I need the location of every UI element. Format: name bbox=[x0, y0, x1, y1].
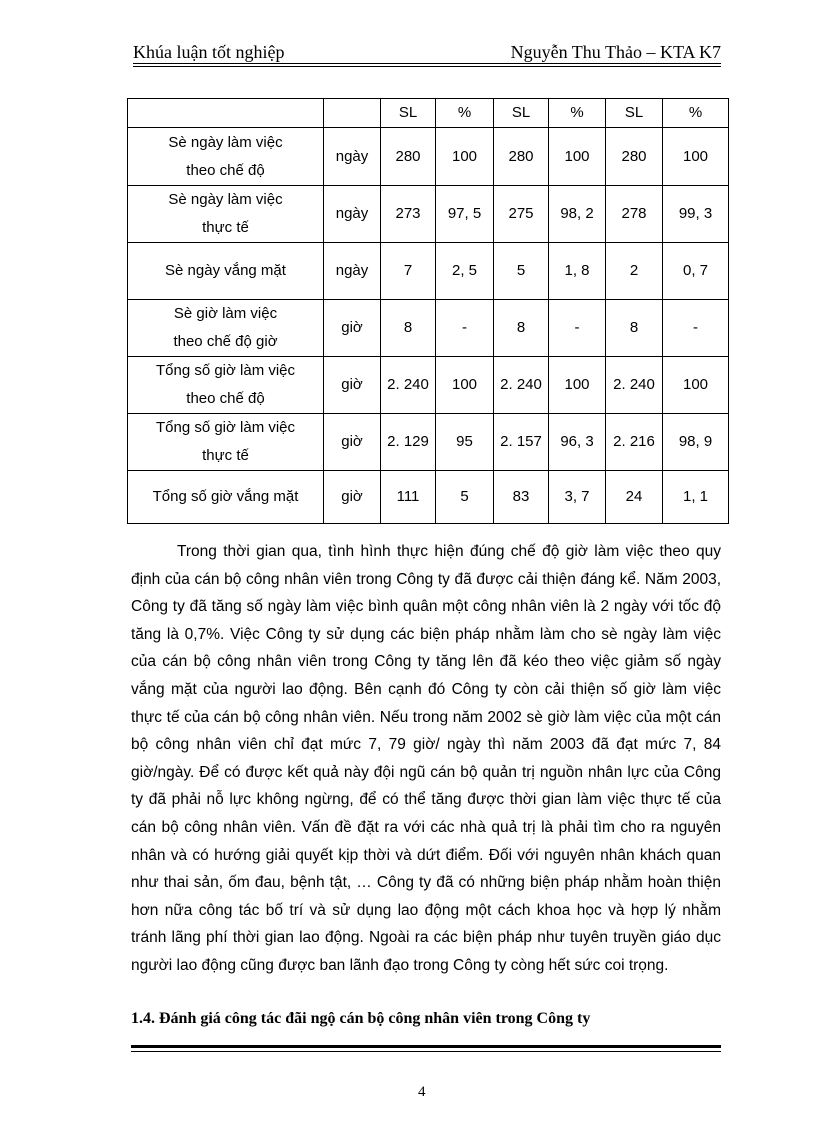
value-cell: - bbox=[436, 300, 494, 357]
table-row bbox=[128, 414, 729, 471]
value-cell: 2. 216 bbox=[606, 414, 663, 471]
section-heading: 1.4. Đánh giá công tác đãi ngộ cán bộ công nhân viên trong Công ty bbox=[131, 1010, 591, 1027]
row-label bbox=[128, 243, 324, 300]
value-cell: 1, 8 bbox=[549, 243, 606, 300]
row-label-line: Sè ngày làm việc bbox=[168, 133, 283, 151]
value-cell: 1, 1 bbox=[663, 471, 729, 524]
table-row bbox=[128, 471, 729, 524]
value-cell: 100 bbox=[436, 128, 494, 186]
value-cell: 100 bbox=[436, 357, 494, 414]
page-header bbox=[133, 40, 721, 66]
body-paragraph: Trong thời gian qua, tình hình thực hiện đúng chế độ giờ làm việc theo quy định của cán bộ công nhân viên trong Công ty đã được cải thiện đáng kể. Năm 2003, Công ty đã tăng số ngày làm việc bình quân một công nhân viên là 2 ngày với tốc độ tăng là 0,7%. Việc Công ty sử dụng các biện pháp nhằm làm cho sè ngày làm việc của cán bộ công nhân viên trong Công ty tăng lên đã kéo theo việc giảm số ngày vắng mặt của người lao động. Bên cạnh đó Công ty còn cải thiện số giờ làm việc thực tế của cán bộ công nhân viên. Nếu trong năm 2002 sè giờ làm việc của một cán bộ công nhân viên chỉ đạt mức 7, 79 giờ/ ngày thì năm 2003 đã đạt mức 7, 84 giờ/ngày. Để có được kết quả này đội ngũ cán bộ quản trị nguồn nhân lực của Công ty đã phải nỗ lực không ngừng, để có thể tăng được thời gian làm việc thực tế của cán bộ công nhân viên. Vấn đề đặt ra với các nhà quả trị là phải tìm cho ra nguyên nhân và có hướng giải quyết kịp thời và dứt điểm. Đối với nguyên nhân khách quan như thai sản, ốm đau, bệnh tật, … Công ty đã có những biện pháp nhằm hoàn thiện hơn nữa công tác bố trí và sử dụng lao động một cách khoa học và hợp lý nhằm tránh lãng phí thời gian lao động. Ngoài ra các biện pháp như tuyên truyền giáo dục người lao động cũng được ban lãnh đạo trong Công ty còng hết sức coi trọng. bbox=[131, 543, 721, 974]
row-unit: giờ bbox=[324, 471, 381, 524]
value-cell: 100 bbox=[549, 357, 606, 414]
row-unit: ngày bbox=[324, 243, 381, 300]
row-label-line: Sè ngày làm việc bbox=[168, 191, 283, 208]
row-label bbox=[128, 128, 324, 186]
value-cell: 2. 157 bbox=[494, 414, 549, 471]
value-cell: 5 bbox=[494, 243, 549, 300]
row-label bbox=[128, 471, 324, 524]
value-cell: 100 bbox=[549, 128, 606, 186]
value-cell: 7 bbox=[381, 243, 436, 300]
row-label bbox=[128, 300, 324, 357]
row-label-line: Sè ngày vắng mặt bbox=[165, 262, 286, 279]
value-cell: 2 bbox=[606, 243, 663, 300]
header-cell bbox=[128, 99, 324, 128]
row-label bbox=[128, 357, 324, 414]
row-label-line: theo chế độ bbox=[186, 161, 265, 179]
row-unit: giờ bbox=[324, 300, 381, 357]
value-cell: 5 bbox=[436, 471, 494, 524]
value-cell: 2, 5 bbox=[436, 243, 494, 300]
value-cell: - bbox=[663, 300, 729, 357]
row-label-line: Tổng số giờ làm việc bbox=[155, 362, 296, 379]
header-cell bbox=[324, 99, 381, 128]
header-rule-thin bbox=[133, 66, 721, 67]
value-cell: 280 bbox=[606, 128, 663, 186]
header-cell: SL bbox=[381, 99, 436, 128]
value-cell: 280 bbox=[381, 128, 436, 186]
value-cell: 8 bbox=[381, 300, 436, 357]
page-number: 4 bbox=[418, 1084, 426, 1100]
table-row bbox=[128, 357, 729, 414]
value-cell: 98, 2 bbox=[549, 186, 606, 243]
footer-rule-thin bbox=[131, 1051, 721, 1052]
row-label-line: Sè giờ làm việc bbox=[173, 305, 278, 322]
table-row bbox=[128, 186, 729, 243]
header-cell: % bbox=[436, 99, 494, 128]
row-unit: ngày bbox=[324, 186, 381, 243]
value-cell: 95 bbox=[436, 414, 494, 471]
value-cell: 99, 3 bbox=[663, 186, 729, 243]
header-cell: SL bbox=[494, 99, 549, 128]
row-label-line: theo chế độ giờ bbox=[173, 333, 278, 350]
value-cell: 100 bbox=[663, 357, 729, 414]
work-time-table bbox=[127, 98, 729, 524]
row-label-line: theo chế độ bbox=[186, 390, 265, 407]
value-cell: 2. 240 bbox=[381, 357, 436, 414]
header-cell: % bbox=[663, 99, 729, 128]
value-cell: 273 bbox=[381, 186, 436, 243]
value-cell: 280 bbox=[494, 128, 549, 186]
row-label-line: Tổng số giờ vắng mặt bbox=[152, 488, 299, 505]
table-header-row bbox=[128, 99, 729, 128]
table-row bbox=[128, 243, 729, 300]
value-cell: 111 bbox=[381, 471, 436, 524]
table-row bbox=[128, 128, 729, 186]
row-label-line: Tổng số giờ làm việc bbox=[155, 419, 296, 436]
value-cell: 98, 9 bbox=[663, 414, 729, 471]
row-unit: giờ bbox=[324, 357, 381, 414]
value-cell: 83 bbox=[494, 471, 549, 524]
table-row bbox=[128, 300, 729, 357]
row-label bbox=[128, 186, 324, 243]
header-thesis-label: Khúa luận tốt nghiệp bbox=[133, 42, 285, 62]
value-cell: 2. 240 bbox=[494, 357, 549, 414]
value-cell: 100 bbox=[663, 128, 729, 186]
footer-rule bbox=[131, 1045, 721, 1048]
value-cell: 0, 7 bbox=[663, 243, 729, 300]
value-cell: 8 bbox=[494, 300, 549, 357]
header-author: Nguyễn Thu Thảo – KTA K7 bbox=[510, 42, 721, 62]
value-cell: 3, 7 bbox=[549, 471, 606, 524]
row-label bbox=[128, 414, 324, 471]
header-cell: SL bbox=[606, 99, 663, 128]
value-cell: 97, 5 bbox=[436, 186, 494, 243]
value-cell: 2. 240 bbox=[606, 357, 663, 414]
header-rule bbox=[133, 63, 721, 64]
value-cell: 278 bbox=[606, 186, 663, 243]
row-label-line: thực tế bbox=[202, 447, 249, 464]
value-cell: 24 bbox=[606, 471, 663, 524]
value-cell: 275 bbox=[494, 186, 549, 243]
value-cell: 2. 129 bbox=[381, 414, 436, 471]
header-cell: % bbox=[549, 99, 606, 128]
value-cell: 8 bbox=[606, 300, 663, 357]
row-unit: giờ bbox=[324, 414, 381, 471]
value-cell: 96, 3 bbox=[549, 414, 606, 471]
row-unit: ngày bbox=[324, 128, 381, 186]
value-cell: - bbox=[549, 300, 606, 357]
row-label-line: thực tế bbox=[202, 219, 249, 236]
